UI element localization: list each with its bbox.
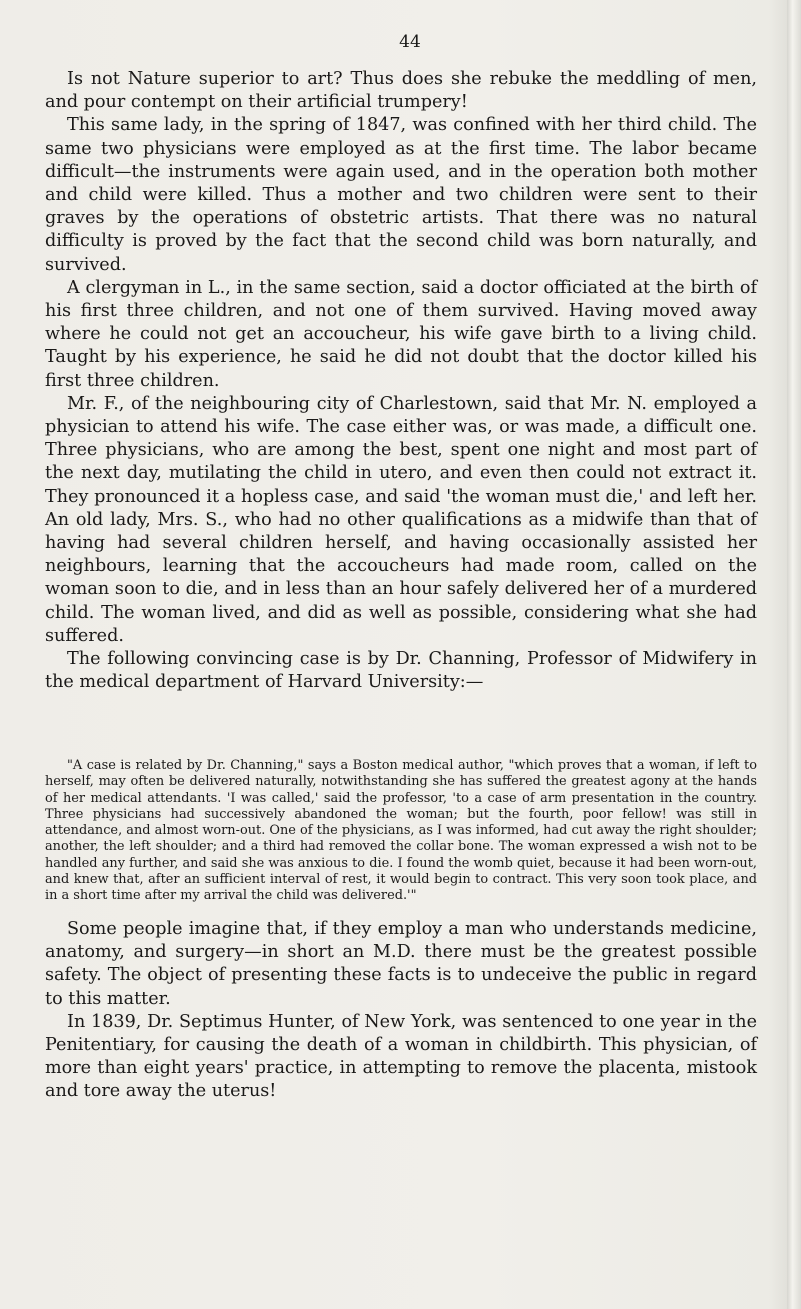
block-quote [45,758,757,905]
paragraph: Is not Nature superior to art? Thus does she rebuke the meddling of men, and pour contempt on their artificial trumpery! [45,69,757,113]
page-number: 44 [399,32,421,52]
quote-paragraph: "A case is related by Dr. Channing," says a Boston medical author, "which proves that a woman, if left to herself, may often be delivered naturally, notwithstanding she has suffered the greatest agony at the hands of her medical attendants. 'I was called,' said the professor, 'to a case of arm presentation in the country. Three physicians had successively abandoned the woman; but the fourth, poor fellow! was still in attendance, and almost worn-out. One of the physicians, as I was informed, had cut away the right shoulder; another, the left shoulder; and a third had removed the collar bone. The woman expressed a wish not to be handled any further, and said she was anxious to die. I found the womb quiet, because it had been worn-out, and knew that, after an sufficient interval of rest, it would begin to contract. This very soon took place, and in a short time after my arrival the child was delivered.'" [45,758,757,904]
paragraph: A clergyman in L., in the same section, said a doctor officiated at the birth of his first three children, and not one of them survived. Having moved away where he could not get an accoucheur, his wife gave birth to a living child. Taught by his experience, he said he did not doubt that the doctor killed his first three children. [45,277,757,391]
paragraph: In 1839, Dr. Septimus Hunter, of New York, was sentenced to one year in the Penitentiary, for causing the death of a woman in childbirth. This physician, of more than eight years' practice, in attempting to remove the placenta, mistook and tore away the uterus! [45,1011,757,1102]
paragraph: The following convincing case is by Dr. Channing, Professor of Midwifery in the medical department of Harvard University:— [45,649,757,693]
paragraph: Mr. F., of the neighbouring city of Charlestown, said that Mr. N. employed a physician to attend his wife. The case either was, or was made, a difficult one. Three physicians, who are among the best, spent one night and most part of the next day, mutilating the child in utero, and even then could not extract it. They pronounced it a hopless case, and said 'the woman must die,' and left her. An old lady, Mrs. S., who had no other qualifications as a midwife than that of having had several children herself, and having occasionally assisted her neighbours, learning that the accoucheurs had made room, called on the woman soon to die, and in less than an hour safely delivered her of a murdered child. The woman lived, and did as well as possible, considering what she had suffered. [45,393,757,646]
paragraph: This same lady, in the spring of 1847, was confined with her third child. The same two physicians were employed as at the first time. The labor became difficult—the instruments were again used, and in the operation both mother and child were killed. Thus a mother and two children were sent to their graves by the operations of obstetric artists. That there was no natural difficulty is proved by the fact that the second child was born naturally, and survived. [45,115,757,275]
body-text-top [45,68,757,694]
paragraph: Some people imagine that, if they employ a man who understands medicine, anatomy, and surgery—in short an M.D. there must be the greatest possible safety. The object of presenting these facts is to undeceive the public in regard to this matter. [45,919,757,1009]
page-edge [787,0,801,1309]
body-text-bottom [45,918,757,1104]
